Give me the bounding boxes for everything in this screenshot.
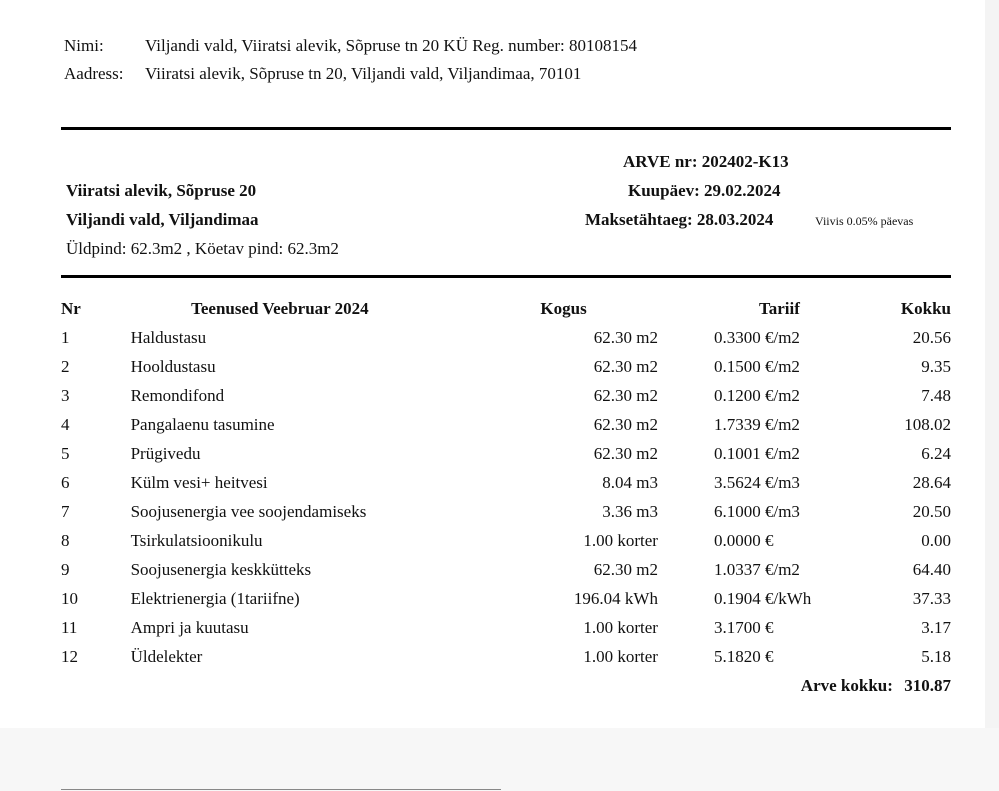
row-service: Üldelekter (130, 646, 203, 666)
row-total: 20.56 (912, 327, 951, 347)
row-service: Hooldustasu (130, 356, 216, 376)
row-tariff: 1.0337 €/m2 (713, 559, 800, 579)
invoice-date: Kuupäev: 29.02.2024 (628, 181, 781, 200)
row-total: 108.02 (904, 414, 951, 434)
col-header-nr: Nr (61, 299, 81, 318)
row-qty: 62.30 m2 (593, 356, 658, 376)
row-nr: 12 (61, 646, 78, 666)
row-qty: 1.00 korter (583, 617, 658, 637)
row-nr: 9 (61, 559, 70, 579)
row-qty: 1.00 korter (583, 530, 658, 550)
row-tariff: 1.7339 €/m2 (713, 414, 800, 434)
row-nr: 10 (61, 588, 78, 608)
property-area: Üldpind: 62.3m2 , Köetav pind: 62.3m2 (66, 239, 339, 258)
invoice-number: ARVE nr: 202402-K13 (623, 152, 789, 171)
row-tariff: 0.1001 €/m2 (713, 443, 800, 463)
row-nr: 3 (61, 385, 70, 405)
row-nr: 2 (61, 356, 70, 376)
row-nr: 6 (61, 472, 70, 492)
table-row (61, 323, 951, 352)
table-row (61, 613, 951, 642)
row-nr: 11 (61, 617, 78, 637)
row-service: Külm vesi+ heitvesi (130, 472, 268, 492)
row-total: 0.00 (921, 530, 951, 550)
row-qty: 62.30 m2 (593, 559, 658, 579)
row-total: 37.33 (912, 588, 951, 608)
col-header-total: Kokku (900, 299, 951, 318)
table-top-divider (61, 275, 951, 278)
table-row (61, 526, 951, 555)
table-row (61, 410, 951, 439)
table-row (61, 381, 951, 410)
name-value: Viljandi vald, Viiratsi alevik, Sõpruse tn 20 KÜ Reg. number: 80108154 (145, 36, 638, 55)
row-total: 28.64 (912, 472, 951, 492)
row-nr: 8 (61, 530, 70, 550)
row-tariff: 0.1500 €/m2 (713, 356, 800, 376)
col-header-service: Teenused Veebruar 2024 (191, 299, 369, 318)
row-tariff: 0.1200 €/m2 (713, 385, 800, 405)
name-label: Nimi: (64, 36, 104, 55)
table-row (61, 642, 951, 671)
table-row (61, 439, 951, 468)
row-service: Pangalaenu tasumine (130, 414, 275, 434)
row-total: 7.48 (921, 385, 951, 405)
table-row (61, 468, 951, 497)
row-tariff: 0.1904 €/kWh (713, 588, 812, 608)
row-qty: 62.30 m2 (593, 327, 658, 347)
invoice-total-row (61, 671, 951, 700)
row-nr: 4 (61, 414, 70, 434)
row-tariff: 5.1820 € (713, 646, 774, 666)
table-header-row (61, 295, 951, 323)
row-service: Remondifond (130, 385, 225, 405)
address-label: Aadress: (64, 64, 124, 83)
col-header-tariff: Tariif (758, 299, 800, 318)
row-service: Haldustasu (130, 327, 207, 347)
address-value: Viiratsi alevik, Sõpruse tn 20, Viljandi vald, Viljandimaa, 70101 (145, 64, 582, 83)
table-row (61, 352, 951, 381)
row-total: 9.35 (921, 356, 951, 376)
col-header-qty: Kogus (540, 299, 587, 318)
table-row (61, 497, 951, 526)
row-tariff: 0.0000 € (713, 530, 774, 550)
row-nr: 1 (61, 327, 70, 347)
row-nr: 7 (61, 501, 70, 521)
row-service: Tsirkulatsioonikulu (130, 530, 263, 550)
row-qty: 196.04 kWh (573, 588, 658, 608)
row-qty: 1.00 korter (583, 646, 658, 666)
page-edge-shade (985, 0, 999, 728)
row-nr: 5 (61, 443, 70, 463)
table-row (61, 555, 951, 584)
row-service: Ampri ja kuutasu (130, 617, 249, 637)
row-total: 6.24 (921, 443, 951, 463)
row-tariff: 3.1700 € (713, 617, 774, 637)
row-tariff: 6.1000 €/m3 (713, 501, 800, 521)
row-qty: 8.04 m3 (602, 472, 658, 492)
property-address-line2: Viljandi vald, Viljandimaa (66, 210, 259, 229)
property-address-line1: Viiratsi alevik, Sõpruse 20 (66, 181, 257, 200)
row-qty: 62.30 m2 (593, 385, 658, 405)
row-tariff: 3.5624 €/m3 (713, 472, 800, 492)
row-qty: 62.30 m2 (593, 443, 658, 463)
invoice-total-label: Arve kokku: (800, 675, 893, 695)
row-qty: 3.36 m3 (602, 501, 658, 521)
row-service: Soojusenergia vee soojendamiseks (130, 501, 367, 521)
late-fee-note: Viivis 0.05% päevas (815, 214, 914, 228)
row-total: 20.50 (912, 501, 951, 521)
row-total: 5.18 (921, 646, 951, 666)
invoice-due-date: Maksetähtaeg: 28.03.2024 (585, 210, 774, 229)
page-bottom-shade (0, 728, 999, 791)
row-service: Elektrienergia (1tariifne) (130, 588, 300, 608)
row-total: 64.40 (912, 559, 951, 579)
row-total: 3.17 (921, 617, 951, 637)
row-tariff: 0.3300 €/m2 (713, 327, 800, 347)
row-service: Soojusenergia keskkütteks (130, 559, 312, 579)
services-table (61, 295, 951, 700)
table-row (61, 584, 951, 613)
invoice-total-value: 310.87 (904, 675, 951, 695)
row-qty: 62.30 m2 (593, 414, 658, 434)
header-divider (61, 127, 951, 130)
signature-line (61, 789, 501, 790)
row-service: Prügivedu (130, 443, 201, 463)
